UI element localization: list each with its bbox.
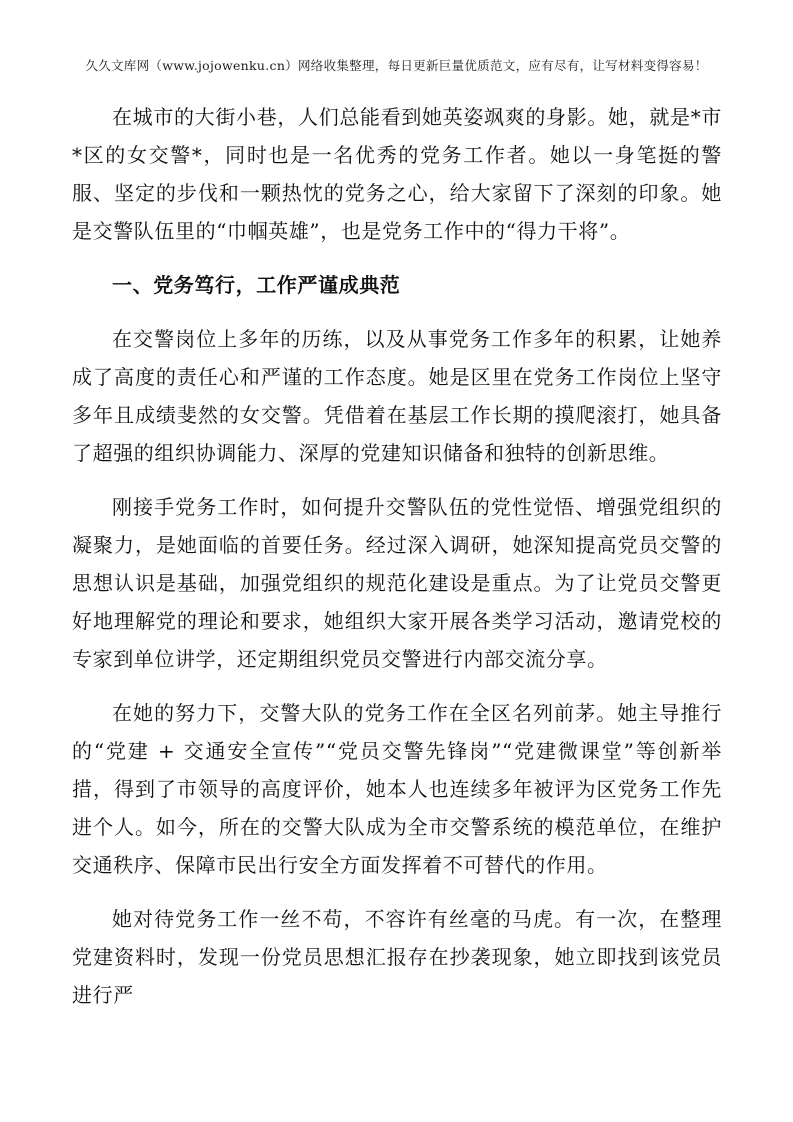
section-heading: 一、党务笃行，工作严谨成典范 — [112, 273, 401, 297]
intro-paragraph: 在城市的大街小巷，人们总能看到她英姿飒爽的身影。她，就是*市*区的女交警*，同时也是一名优秀的党务工作者。她以一身笔挺的警服、坚定的步伐和一颗热忱的党务之心，给大家留下了深刻的印象。她是交警队伍里的“巾帼英雄”，也是党务工作中的“得力干将”。 — [72, 105, 722, 243]
document-body — [72, 98, 722, 1030]
body-paragraph: 在她的努力下，交警大队的党务工作在全区名列前茅。她主导推行的“党建 + 交通安全宣传”“党员交警先锋岗”“党建微课堂”等创新举措，得到了市领导的高度评价，她本人也连续多年被评为区党务工作先进个人。如今，所在的交警大队成为全市交警系统的模范单位，在维护交通秩序、保障市民出行安全方面发挥着不可替代的作用。 — [72, 701, 722, 877]
header-banner: 久久文库网（www.jojowenku.cn）网络收集整理，每日更新巨量优质范文，应有尽有，让写材料变得容易！ — [85, 58, 708, 73]
body-paragraph: 在交警岗位上多年的历练，以及从事党务工作多年的积累，让她养成了高度的责任心和严谨的工作态度。她是区里在党务工作岗位上坚守多年且成绩斐然的女交警。凭借着在基层工作长期的摸爬滚打，她具备了超强的组织协调能力、深厚的党建知识储备和独特的创新思维。 — [72, 327, 722, 465]
body-paragraph: 刚接手党务工作时，如何提升交警队伍的党性觉悟、增强党组织的凝聚力，是她面临的首要任务。经过深入调研，她深知提高党员交警的思想认识是基础，加强党组织的规范化建设是重点。为了让党员交警更好地理解党的理论和要求，她组织大家开展各类学习活动，邀请党校的专家到单位讲学，还定期组织党员交警进行内部交流分享。 — [72, 495, 722, 671]
body-paragraph: 她对待党务工作一丝不苟，不容许有丝毫的马虎。有一次，在整理党建资料时，发现一份党员思想汇报存在抄袭现象，她立即找到该党员进行严 — [72, 907, 722, 1007]
